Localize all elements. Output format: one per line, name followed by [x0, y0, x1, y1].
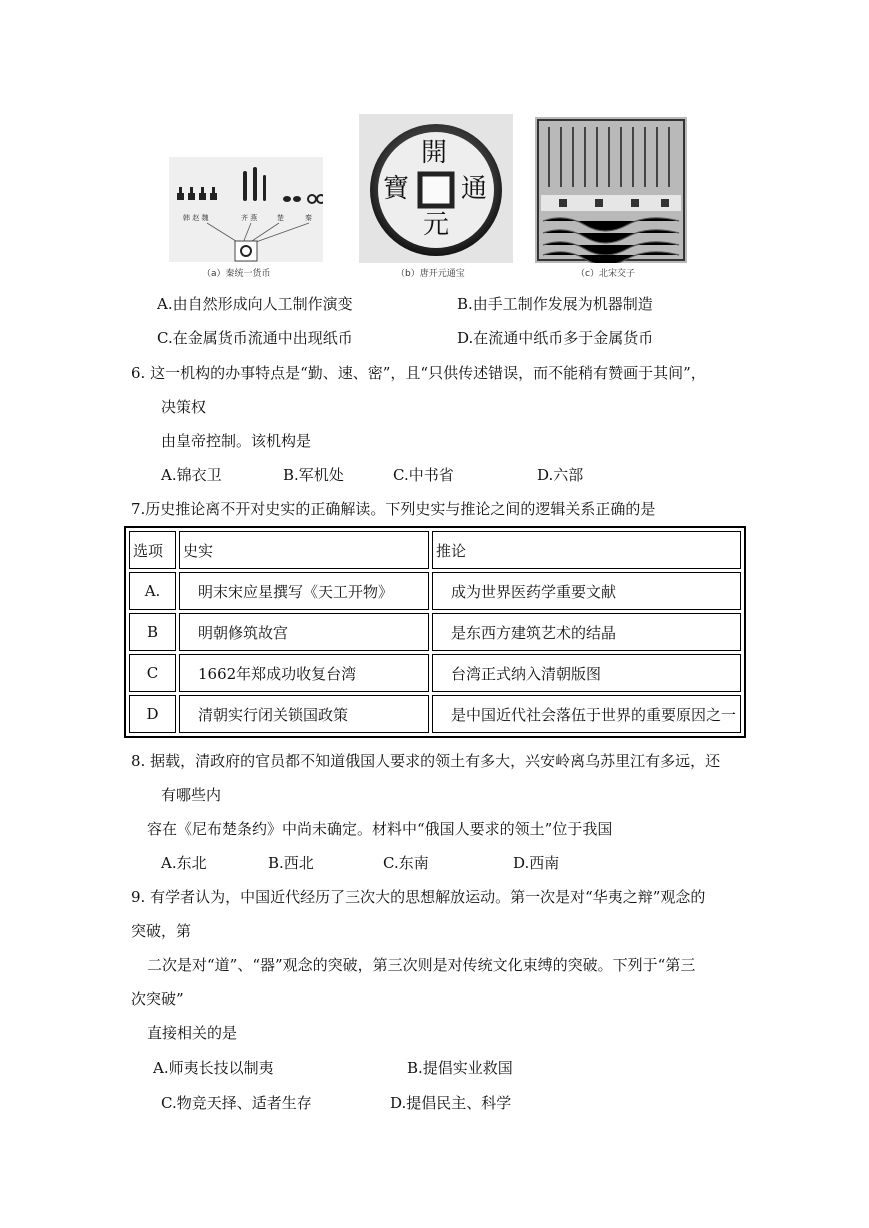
q6-option-d: D.六部: [537, 466, 584, 484]
q7-row-c-fact: 1662年郑成功收复台湾: [179, 654, 429, 692]
q8-option-b: B.西北: [268, 854, 314, 872]
q9-option-c: C.物竞天择、适者生存: [161, 1094, 312, 1112]
image-c-caption: （c）北宋交子: [576, 269, 635, 279]
image-a-caption: （a）秦统一货币: [202, 269, 271, 279]
q9-stem-line4: 次突破”: [131, 990, 184, 1008]
q6-option-b: B.军机处: [283, 466, 344, 484]
q5-option-a: A.由自然形成向人工制作演变: [157, 295, 353, 313]
q7-row-b-inference: 是东西方建筑艺术的结晶: [432, 613, 741, 651]
q9-stem-line2: 突破，第: [131, 922, 192, 940]
q9-option-d: D.提倡民主、科学: [390, 1094, 512, 1112]
q6-option-c: C.中书省: [393, 466, 454, 484]
q7-header-inference: 推论: [432, 531, 741, 569]
q7-row-c-inference: 台湾正式纳入清朝版图: [432, 654, 741, 692]
q9-option-a: A.师夷长技以制夷: [153, 1059, 274, 1077]
image-b-caption: （b）唐开元通宝: [396, 269, 465, 279]
kaiyuan-coin-image: [359, 114, 513, 263]
coin-char-left: 寶: [383, 174, 410, 204]
q7-row-c-option: C: [129, 654, 176, 692]
qin-currency-image: [169, 157, 323, 262]
q7-row-d-fact: 清朝实行闭关锁国政策: [179, 695, 429, 733]
q8-option-c: C.东南: [383, 854, 429, 872]
q9-stem-line3: 二次是对“道”、“器”观念的突破，第三次则是对传统文化束缚的突破。下列于“第三: [147, 956, 696, 974]
q7-header-option: 选项: [129, 531, 176, 569]
q7-row-d-option: D: [129, 695, 176, 733]
q9-stem-line1: 9. 有学者认为，中国近代经历了三次大的思想解放运动。第一次是对“华夷之辩”观念的: [131, 888, 706, 906]
coin-label-qin: 秦: [305, 214, 312, 222]
q7-row-b-option: B: [129, 613, 176, 651]
q6-stem-line2: 决策权: [161, 398, 207, 416]
q6-stem-line3: 由皇帝控制。该机构是: [161, 432, 312, 450]
q5-option-c: C.在金属货币流通中出现纸币: [157, 329, 353, 347]
table-row: [129, 613, 741, 651]
q9-stem-line5: 直接相关的是: [147, 1024, 238, 1042]
q6-stem-line1: 6. 这一机构的办事特点是“勤、速、密”，且“只供传述错误，而不能稍有赞画于其间”，: [131, 364, 706, 382]
qin-currency-illustration: [169, 157, 323, 262]
table-row: [129, 654, 741, 692]
q7-row-a-fact: 明末宋应星撰写《天工开物》: [179, 572, 429, 610]
q5-option-d: D.在流通中纸币多于金属货币: [457, 329, 654, 347]
q7-table: [124, 526, 746, 738]
coin-char-bottom: 元: [423, 210, 450, 240]
table-row: [129, 695, 741, 733]
jiaozi-banknote: [535, 117, 687, 263]
coin-label-han-zhao-wei: 韩 赵 魏: [183, 214, 209, 222]
q7-table-header-row: [129, 531, 741, 569]
q7-row-a-inference: 成为世界医药学重要文献: [432, 572, 741, 610]
coin-label-qi-yan: 齐 燕: [241, 214, 258, 222]
q8-stem-line2: 有哪些内: [161, 786, 222, 804]
coin-char-right: 通: [461, 174, 488, 204]
table-row: [129, 572, 741, 610]
q8-option-a: A.东北: [161, 854, 207, 872]
q8-stem-line1: 8. 据载，清政府的官员都不知道俄国人要求的领土有多大，兴安岭离乌苏里江有多远，还: [131, 752, 721, 770]
q7-row-b-fact: 明朝修筑故宫: [179, 613, 429, 651]
q6-option-a: A.锦衣卫: [161, 466, 222, 484]
q8-option-d: D.西南: [513, 854, 560, 872]
q7-row-a-option: A.: [129, 572, 176, 610]
q8-stem-line3: 容在《尼布楚条约》中尚未确定。材料中“俄国人要求的领土”位于我国: [147, 820, 613, 838]
q7-row-d-inference: 是中国近代社会落伍于世界的重要原因之一: [432, 695, 741, 733]
q7-header-fact: 史实: [179, 531, 429, 569]
q7-stem: 7.历史推论离不开对史实的正确解读。下列史实与推论之间的逻辑关系正确的是: [131, 500, 656, 518]
q5-option-b: B.由手工制作发展为机器制造: [457, 295, 653, 313]
coin-label-chu: 楚: [277, 214, 284, 222]
q9-option-b: B.提倡实业救国: [407, 1059, 513, 1077]
jiaozi-image: [535, 117, 687, 263]
coin-char-top: 開: [421, 138, 448, 168]
